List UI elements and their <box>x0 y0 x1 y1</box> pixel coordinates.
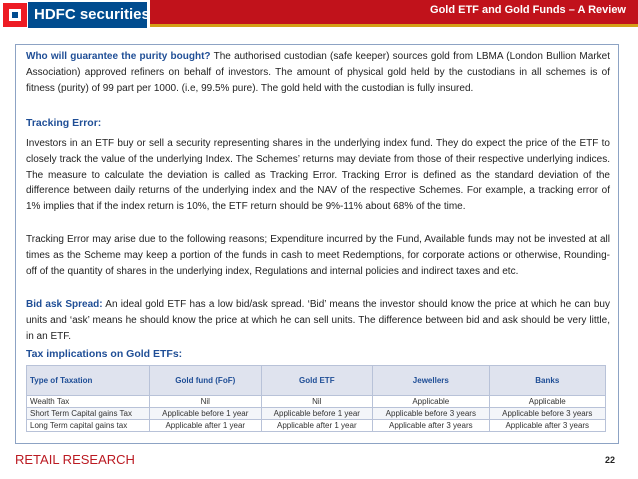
table-cell: Applicable before 3 years <box>373 408 489 420</box>
bid-ask-label: Bid ask Spread: <box>26 299 103 310</box>
tax-col-header: Type of Taxation <box>27 366 150 396</box>
table-row <box>27 420 606 432</box>
table-cell: Nil <box>150 396 262 408</box>
table-cell: Nil <box>261 396 373 408</box>
hdfc-logo-mark-icon <box>3 3 27 27</box>
purity-label: Who will guarantee the purity bought? <box>26 51 211 62</box>
table-row <box>27 396 606 408</box>
tax-col-header: Jewellers <box>373 366 489 396</box>
table-cell: Applicable before 1 year <box>150 408 262 420</box>
content-panel <box>15 44 619 444</box>
tracking-error-paragraph-2: Tracking Error may arise due to the following reasons; Expenditure incurred by the Fund, Available funds may not be invested at all times as the Scheme may keep a portion of the funds in cash to meet Redemptions, for corporate actions or otherwise, Rounding-off of the quantity of shares in the underlying index, Regulations and internal policies and indirect taxes and etc. <box>26 234 610 277</box>
table-cell: Applicable <box>489 396 605 408</box>
table-cell: Applicable before 3 years <box>489 408 605 420</box>
tax-table-header-row <box>27 366 606 396</box>
logo-text: HDFC securities <box>28 2 147 28</box>
tax-col-header: Gold ETF <box>261 366 373 396</box>
table-cell: Long Term capital gains tax <box>27 420 150 432</box>
table-cell: Applicable after 1 year <box>150 420 262 432</box>
title-bar <box>150 0 638 24</box>
tracking-error-heading: Tracking Error: <box>26 117 102 129</box>
table-cell: Applicable before 1 year <box>261 408 373 420</box>
footer-section-label: RETAIL RESEARCH <box>15 452 135 467</box>
bid-ask-text: An ideal gold ETF has a low bid/ask spread. ‘Bid’ means the investor should know the price at which he can buy units and ‘ask’ means he should know the price at which he can sell units. The difference between bid and ask should be very little, in an ETF. <box>26 299 610 342</box>
table-cell: Wealth Tax <box>27 396 150 408</box>
page-number: 22 <box>604 455 615 465</box>
table-cell: Applicable <box>373 396 489 408</box>
table-cell: Applicable after 3 years <box>373 420 489 432</box>
tax-implications-heading: Tax implications on Gold ETFs: <box>26 348 183 360</box>
table-row <box>27 408 606 420</box>
tracking-error-paragraph-1: Investors in an ETF buy or sell a security representing shares in the underlying index fund. They do expect the price of the ETF to closely track the value of the underlying Index. The Schemes’ returns may deviate from those of their respective underlying indices. The measure to calculate the deviation is called as Tracking Error. Tracking Error is defined as the standard deviation of the difference between daily returns of the underlying index and the NAV of the respective Schemes. For example, a tracking error of 1% implies that if the index return is 10%, the ETF return should be 9%-11% about 68% of the time. <box>26 138 610 213</box>
purity-paragraph <box>26 49 610 96</box>
table-cell: Applicable after 3 years <box>489 420 605 432</box>
page-header <box>0 0 638 30</box>
bid-ask-paragraph <box>26 297 610 344</box>
table-cell: Short Term Capital gains Tax <box>27 408 150 420</box>
tax-col-header: Banks <box>489 366 605 396</box>
header-divider <box>150 24 638 27</box>
page-title: Gold ETF and Gold Funds – A Review <box>430 4 626 16</box>
tax-table <box>26 365 606 432</box>
table-cell: Applicable after 1 year <box>261 420 373 432</box>
hdfc-logo <box>0 0 150 30</box>
purity-text: The authorised custodian (safe keeper) sources gold from LBMA (London Bullion Market Association) approved refiners on behalf of investors. The amount of physical gold held by the custodians in all schemes is of fitness (purity) of 99 part per 1000. (i.e, 99.5% pure). The gold held with the custodian is fully insured. <box>26 51 610 94</box>
tax-col-header: Gold fund (FoF) <box>150 366 262 396</box>
